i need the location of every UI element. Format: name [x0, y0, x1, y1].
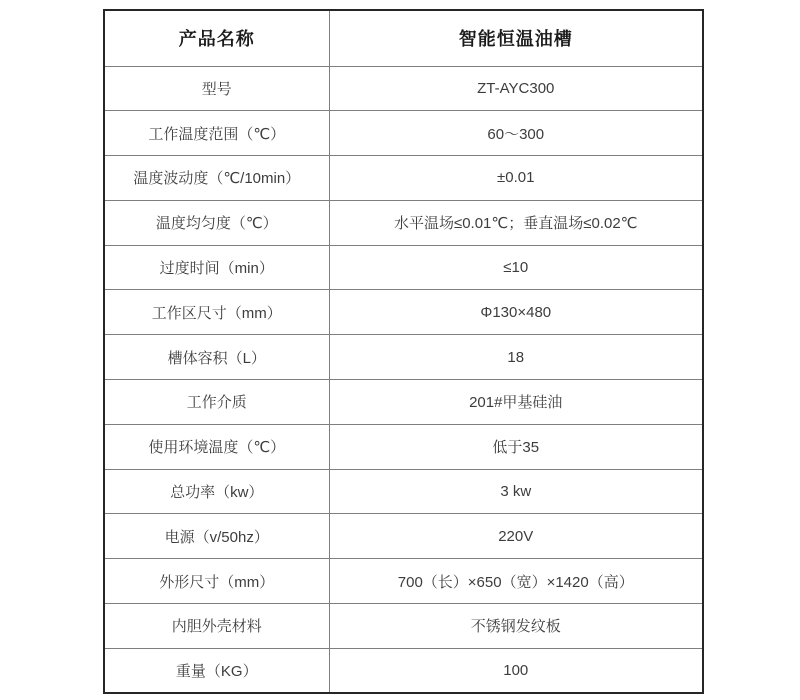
table-row-shell-material	[104, 604, 703, 649]
table-row-power-supply	[104, 514, 703, 559]
spec-value: ≤10	[329, 245, 703, 290]
spec-value: 3 kw	[329, 469, 703, 514]
product-spec-table	[103, 9, 704, 694]
spec-value: 201#甲基硅油	[329, 380, 703, 425]
spec-value: 不锈钢发纹板	[329, 604, 703, 649]
header-product-name-value: 智能恒温油槽	[329, 10, 703, 66]
spec-value: 100	[329, 648, 703, 693]
table-row-work-area-size	[104, 290, 703, 335]
spec-label: 重量（KG）	[104, 648, 329, 693]
spec-value: 水平温场≤0.01℃；垂直温场≤0.02℃	[329, 200, 703, 245]
table-row-outer-dimensions	[104, 559, 703, 604]
spec-label: 电源（v/50hz）	[104, 514, 329, 559]
spec-label: 工作介质	[104, 380, 329, 425]
spec-label: 型号	[104, 66, 329, 111]
table-row-temp-uniformity	[104, 200, 703, 245]
spec-value: ZT-AYC300	[329, 66, 703, 111]
header-product-name-label: 产品名称	[104, 10, 329, 66]
spec-value: 60～300	[329, 111, 703, 156]
spec-label: 内胆外壳材料	[104, 604, 329, 649]
table-row-total-power	[104, 469, 703, 514]
spec-label: 外形尺寸（mm）	[104, 559, 329, 604]
spec-value: ±0.01	[329, 156, 703, 201]
spec-label: 使用环境温度（℃）	[104, 424, 329, 469]
table-row-tank-volume	[104, 335, 703, 380]
spec-label: 过度时间（min）	[104, 245, 329, 290]
spec-value: Φ130×480	[329, 290, 703, 335]
table-row-weight	[104, 648, 703, 693]
table-row-temp-fluctuation	[104, 156, 703, 201]
spec-value: 220V	[329, 514, 703, 559]
spec-value: 18	[329, 335, 703, 380]
spec-label: 工作温度范围（℃）	[104, 111, 329, 156]
table-row-transition-time	[104, 245, 703, 290]
spec-value: 700（长）×650（宽）×1420（高）	[329, 559, 703, 604]
spec-value: 低于35	[329, 424, 703, 469]
spec-label: 槽体容积（L）	[104, 335, 329, 380]
spec-label: 温度均匀度（℃）	[104, 200, 329, 245]
table-row-temp-range	[104, 111, 703, 156]
spec-label: 温度波动度（℃/10min）	[104, 156, 329, 201]
table-row-working-medium	[104, 380, 703, 425]
table-row-ambient-temp	[104, 424, 703, 469]
spec-label: 工作区尺寸（mm）	[104, 290, 329, 335]
spec-label: 总功率（kw）	[104, 469, 329, 514]
table-header-row	[104, 10, 703, 66]
table-row-model	[104, 66, 703, 111]
